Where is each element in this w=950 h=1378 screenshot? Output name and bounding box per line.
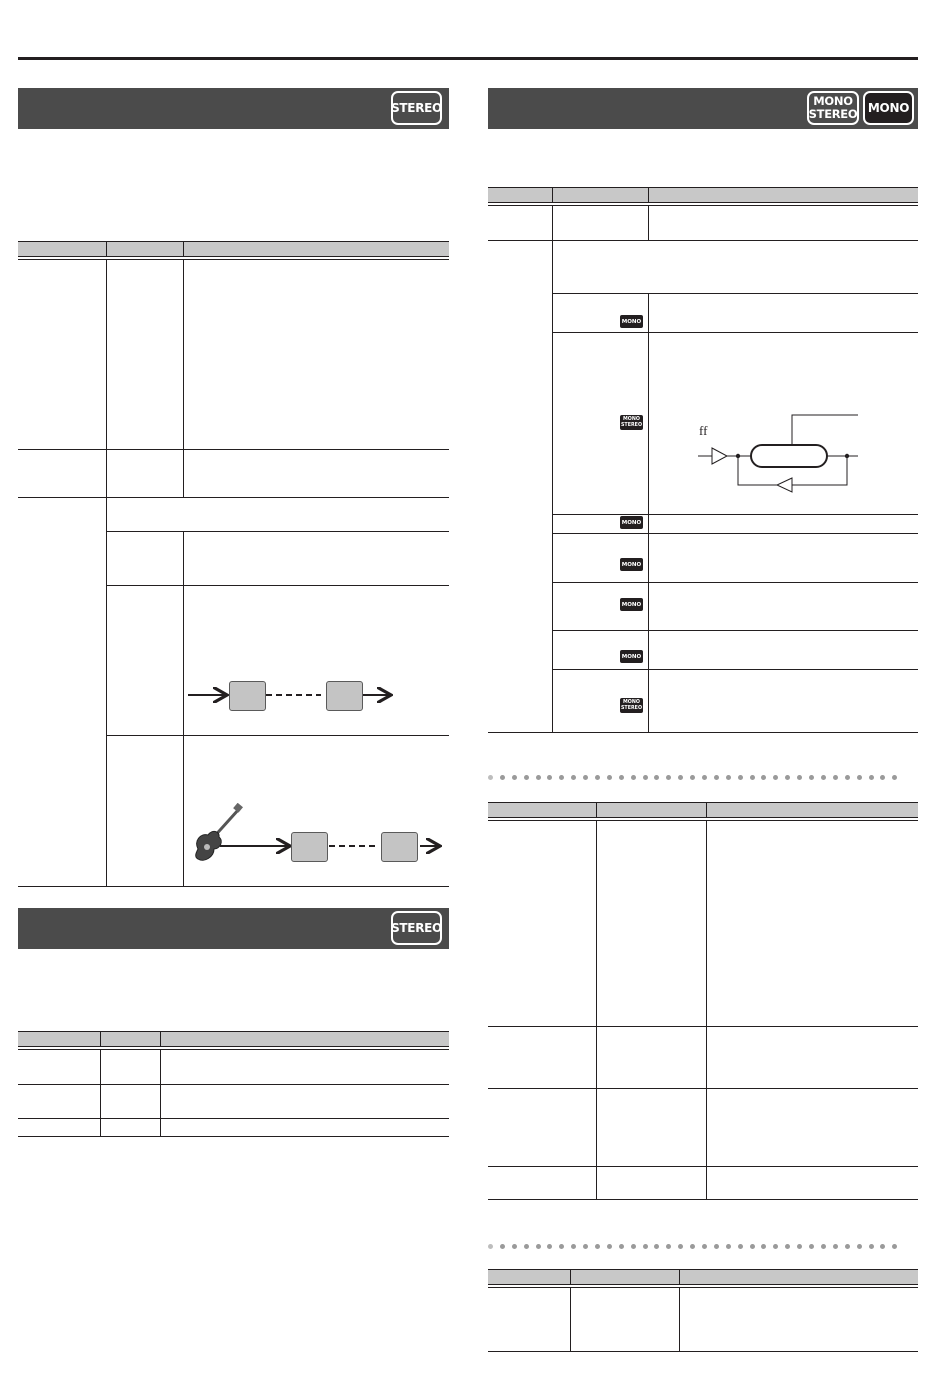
table-row-divider: [18, 1084, 449, 1085]
mono-mini-badge: MONO: [620, 516, 643, 529]
table-row-divider: [552, 293, 918, 294]
mono-mini-badge: MONO: [620, 650, 643, 663]
table-row-divider: [106, 531, 449, 532]
table-row-divider: [106, 585, 449, 586]
table-4-header: [488, 802, 918, 818]
ff-label: ff: [699, 423, 708, 438]
table-row-divider: [18, 449, 449, 450]
mono-badge: MONO: [863, 91, 914, 125]
effect-block: [326, 681, 363, 711]
table-1-bottom-rule: [18, 886, 449, 887]
guitar-icon: [196, 803, 243, 860]
table-row-divider: [18, 497, 449, 498]
table-5-bottom-rule: [488, 1351, 918, 1352]
effect-block: [229, 681, 266, 711]
effect-block: [291, 832, 328, 862]
table-row-divider: [488, 1026, 918, 1027]
mono-mini-badge: MONO: [620, 315, 643, 328]
mono-stereo-badge-top: MONO: [813, 94, 853, 108]
section-header-band-1: [18, 88, 449, 129]
mono-stereo-mini-badge: MONO STEREO: [620, 415, 643, 430]
table-2-bottom-rule: [18, 1136, 449, 1137]
feedback-loop-diagram: [695, 408, 865, 498]
table-row-divider: [106, 735, 449, 736]
table-row-divider: [552, 533, 918, 534]
table-row-divider: [552, 630, 918, 631]
table-4-bottom-rule: [488, 1199, 918, 1200]
table-row-divider: [488, 1166, 918, 1167]
table-row-divider: [18, 1118, 449, 1119]
table-row-divider: [552, 669, 918, 670]
signal-chain-diagram-1: [185, 675, 395, 715]
table-row-divider: [488, 1088, 918, 1089]
table-row-divider: [552, 514, 918, 515]
table-3-bottom-rule: [488, 732, 918, 733]
triangle-amp-icon: [712, 448, 727, 464]
mono-mini-badge: MONO: [620, 598, 643, 611]
mono-stereo-badge-bottom: STEREO: [808, 107, 858, 121]
effect-block: [381, 832, 418, 862]
table-2-header: [18, 1031, 449, 1047]
page-top-rule: [18, 57, 918, 60]
mono-mini-badge: MONO: [620, 558, 643, 571]
dotted-separator: [488, 774, 918, 780]
section-header-band-2: [18, 908, 449, 949]
table-5-header: [488, 1269, 918, 1285]
table-1-header: [18, 241, 449, 257]
table-row-divider: [552, 332, 918, 333]
table-row-divider: [552, 582, 918, 583]
triangle-amp-icon: [777, 478, 792, 492]
table-row-divider: [488, 240, 918, 241]
stereo-badge: STEREO: [391, 91, 442, 125]
stereo-badge: STEREO: [391, 911, 442, 945]
dotted-separator: [488, 1243, 918, 1249]
mono-stereo-mini-badge: MONO STEREO: [620, 698, 643, 713]
mono-stereo-badge: [807, 91, 859, 125]
processing-block: [751, 445, 827, 467]
section-header-band-3: [488, 88, 918, 129]
